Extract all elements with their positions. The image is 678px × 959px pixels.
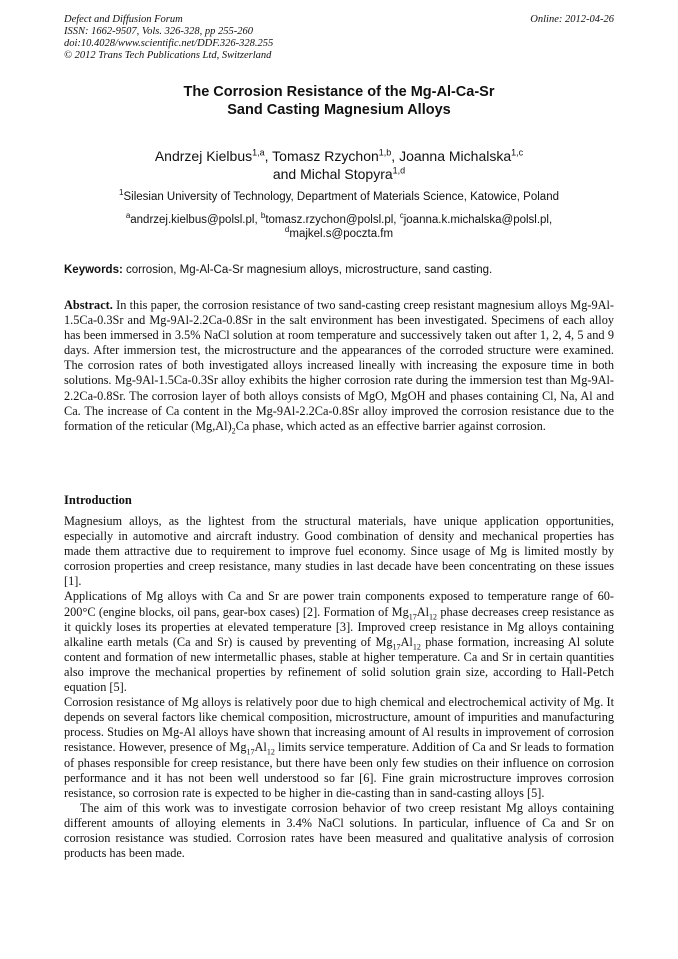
abstract-subscript: 2: [231, 426, 236, 436]
intro-paragraph: Magnesium alloys, as the lightest from the structural materials, have unique application opportunities, especially in automotive and aircraft industry. Good combination of density and mechanical properties has made them attractive due to requirement to improve fuel economy. Since usage of Mg is limited mostly by corrosion properties and creep resistance, many studies in last decade have been concentrating on these issues [1].: [64, 514, 614, 589]
paper-title: [64, 83, 614, 119]
email-sup: d: [284, 225, 290, 235]
journal-header: [64, 14, 614, 62]
abstract-text: In this paper, the corrosion resistance of two sand-casting creep resistant magnesium alloys Mg-9Al-1.5Ca-0.3Sr and Mg-9Al-2.2Ca-0.8Sr in the salt environment has been investigated. Specimens of each alloy has been immersed in 3.5% NaCl solution at room temperature and successively taken out after 1, 2, 4, 5 and 9 days. After immersion test, the microstructure and the appearances of the corroded structure were examined. The corrosion rates of both investigated alloys increased lineally with increasing the exposure time in both solutions. Mg-9Al-1.5Ca-0.3Sr alloy exhibits the higher corrosion rate during the immersion test than Mg-9Al-2.2Ca-0.8Sr. The corrosion layer of both alloys consists of MgO, MgOH and phases containing Cl, Na, Al and Ca. The increase of Ca content in the Mg-9Al-2.2Ca-0.8Sr alloy improved the corrosion resistance due to the formation of the reticular (Mg,Al): [64, 298, 614, 433]
keywords-label: Keywords:: [64, 264, 123, 276]
author-name: Tomasz Rzychon: [272, 148, 379, 164]
title-line-2: Sand Casting Magnesium Alloys: [227, 102, 451, 118]
email-sup: a: [125, 211, 131, 221]
keywords-text: corrosion, Mg-Al-Ca-Sr magnesium alloys, microstructure, sand casting.: [122, 264, 493, 276]
online-date: Online: 2012-04-26: [530, 14, 614, 25]
affiliation: [64, 190, 614, 204]
author-name: Joanna Michalska: [399, 148, 512, 164]
abstract-text-end: Ca phase, which acted as an effective barrier against corrosion.: [235, 418, 546, 433]
abstract: [64, 298, 614, 434]
author-name: Michal Stopyra: [300, 166, 393, 182]
email-sup: b: [260, 211, 266, 221]
copyright: © 2012 Trans Tech Publications Ltd, Switzerland: [64, 50, 272, 61]
intro-paragraph: Corrosion resistance of Mg alloys is relatively poor due to high chemical and electrochemical activity of Mg. It depends on several factors like chemical composition, microstructure, amount of impurities and manufacturing process. Studies on Mg-Al alloys have shown that increasing amount of Al results in improvement of corrosion resistance. However, presence of $Mg_{17}Al_{12}$ limits service temperature. Addition of Ca and Sr leads to formation of phases responsible for creep resistance, but there have been only few studies on their influence on corrosion performance and it has not been well understood so far [6]. Fine grain microstructure improves corrosion resistance, so corrosion rate is expected to be higher in die-casting than in sand-casting alloys [5].: [64, 695, 615, 800]
email-sup: c: [399, 211, 404, 221]
intro-paragraph: Applications of Mg alloys with Ca and Sr are power train components exposed to temperature range of 60-200°C (engine blocks, oil pans, gear-box cases) [2]. Formation of $Mg_{17}Al_{12}$ phase decreases creep resistance as it quickly loses its properties at elevated temperature [3]. Improved creep resistance in Mg alloys containing alkaline earth metals (Ca and Sr) is caused by preventing of $Mg_{17}Al_{12}$ phase formation, increasing Al solute content and formation of new intermetallic phases, stable at higher temperature. Ca and Sr in certain quantities also improve the mechanical properties by refinement of solid solution grain size, according to Hall-Petch equation [5].: [64, 589, 614, 695]
author-sup: 1,c: [511, 147, 524, 158]
keywords: [64, 263, 614, 277]
intro-paragraph: The aim of this work was to investigate corrosion behavior of two creep resistant Mg alloys containing different amounts of alloying elements in 3.4% NaCl solutions. In particular, influence of Ca and Sr on corrosion resistance was studied. Corrosion rates have been measured and qualitative analysis of corrosion products has been made.: [64, 800, 614, 861]
author-emails: [64, 213, 614, 241]
email-link[interactable]: majkel.s@poczta.fm: [289, 228, 394, 240]
doi: doi:10.4028/www.scientific.net/DDF.326-328.255: [64, 38, 274, 49]
email-link[interactable]: tomasz.rzychon@polsl.pl,: [265, 214, 397, 226]
author-list: Andrzej Kielbus$^{1,a}$, Tomasz Rzychon$^{1,b}$, Joanna Michalska$^{1,c}$ and Michal Stopyra$^{1,d}$: [154, 147, 524, 182]
affiliation-sup: 1: [119, 188, 124, 198]
affiliation-text: Silesian University of Technology, Department of Materials Science, Katowice, Poland: [123, 191, 559, 203]
email-link[interactable]: andrzej.kielbus@polsl.pl,: [130, 214, 258, 226]
issn: ISSN: 1662-9507, Vols. 326-328, pp 255-260: [64, 26, 253, 37]
introduction-body: [64, 514, 614, 861]
author-sup: 1,a: [252, 147, 265, 158]
author-and: and: [272, 166, 297, 182]
title-line-1: The Corrosion Resistance of the Mg-Al-Ca-Sr: [183, 84, 495, 100]
abstract-label: Abstract.: [64, 298, 113, 312]
journal-name: Defect and Diffusion Forum: [64, 14, 183, 25]
author-sup: 1,b: [378, 147, 392, 158]
author-sup: 1,d: [392, 165, 406, 176]
email-link[interactable]: joanna.k.michalska@polsl.pl,: [403, 214, 553, 226]
section-heading-introduction: Introduction: [64, 493, 132, 507]
author-name: Andrzej Kielbus: [154, 148, 253, 164]
